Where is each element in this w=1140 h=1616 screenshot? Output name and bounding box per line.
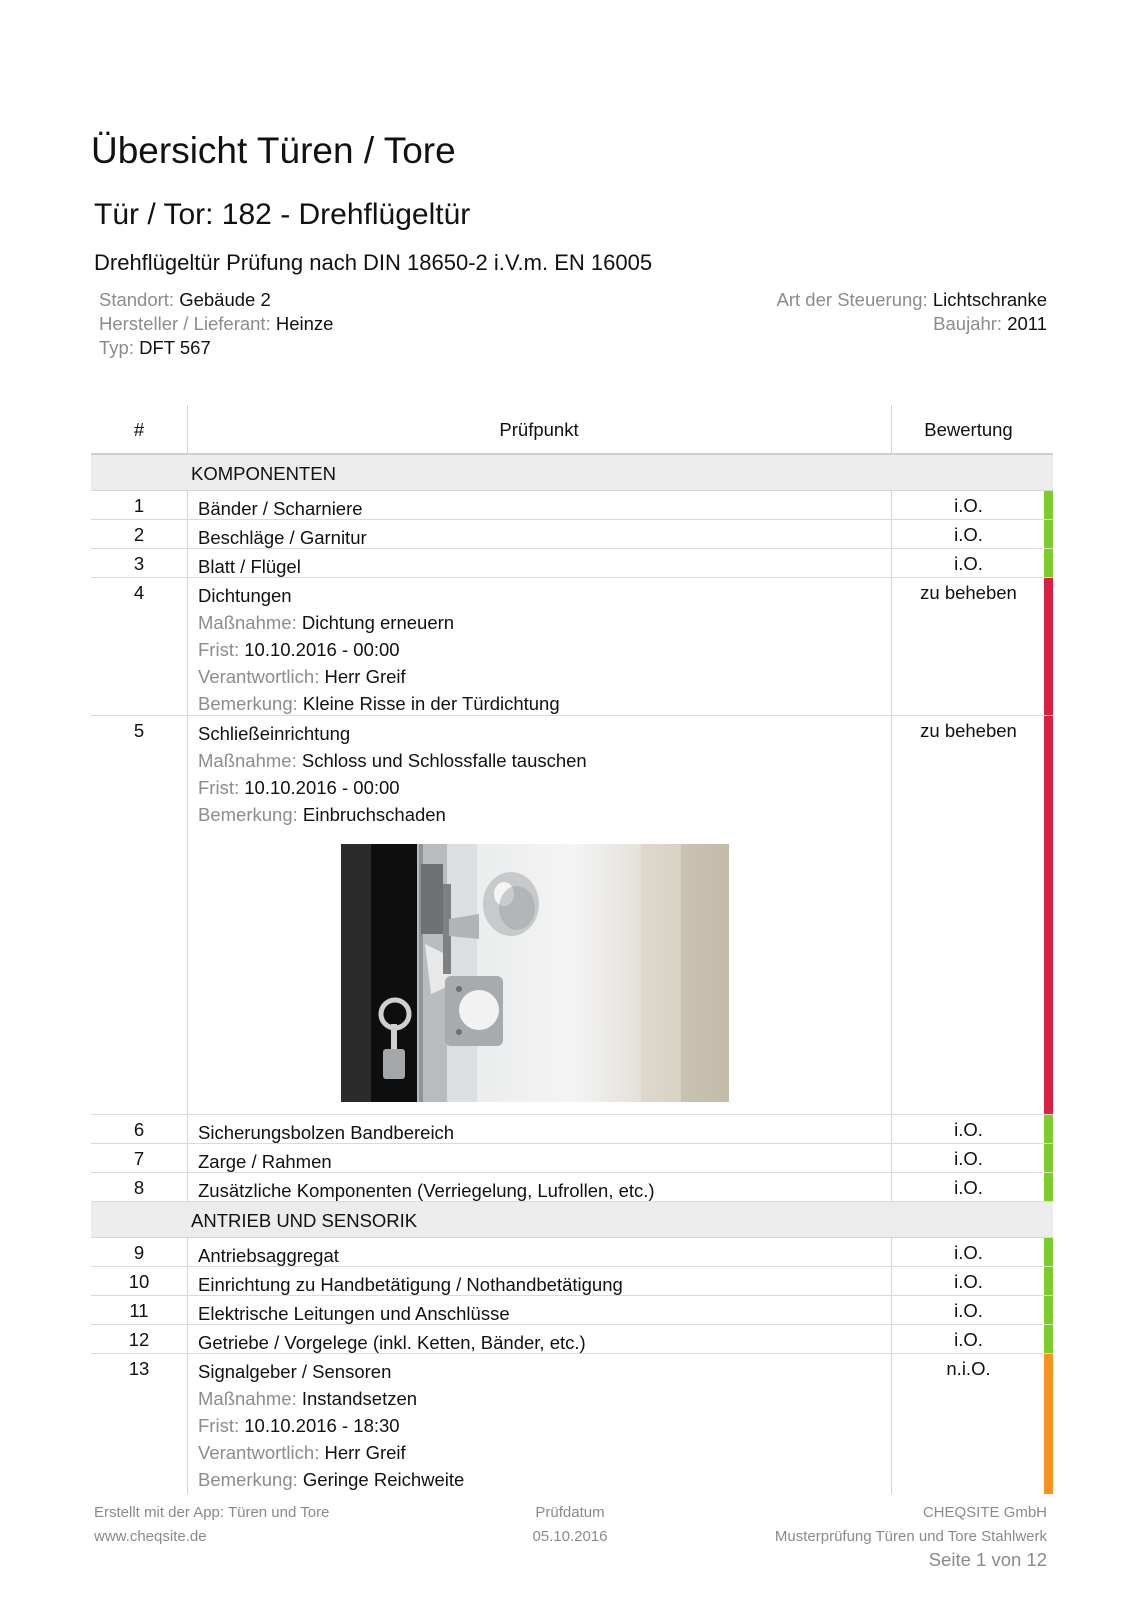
rating: i.O. [954, 1148, 983, 1169]
status-bar-ok [1044, 1238, 1053, 1266]
table-row: 8 Zusätzliche Komponenten (Verriegelung, Lufrollen, etc.) i.O. [91, 1173, 1053, 1202]
footer-url-link[interactable]: www.cheqsite.de [94, 1528, 207, 1545]
hersteller-value: Heinze [275, 313, 334, 334]
rating: i.O. [954, 1119, 983, 1140]
table-row: 11 Elektrische Leitungen und Anschlüsse i.O. [91, 1296, 1053, 1325]
footer-center: Prüfdatum 05.10.2016 [532, 1504, 608, 1545]
footer-right: CHEQSITE GmbH Musterprüfung Türen und Tore Stahlwerk [774, 1504, 1047, 1545]
table-row: 10 Einrichtung zu Handbetätigung / Nothandbetätigung i.O. [91, 1267, 1053, 1296]
status-bar-ok [1044, 491, 1053, 519]
inspection-subtitle: Drehflügeltür Prüfung nach DIN 18650-2 i.V.m. EN 16005 [94, 250, 653, 275]
door-title: Tür / Tor: 182 - Drehflügeltür [94, 198, 471, 231]
table-header [91, 405, 1053, 455]
steuerung-line: Art der Steuerung: Lichtschranke [776, 289, 1047, 310]
section-antrieb-sensorik: ANTRIEB UND SENSORIK [91, 1202, 1053, 1238]
inspection-table [91, 405, 1053, 1494]
col-bewertung: Bewertung [924, 419, 1013, 440]
rating: i.O. [954, 1177, 983, 1198]
status-bar-ok [1044, 549, 1053, 577]
rating: i.O. [954, 1329, 983, 1350]
rating: zu beheben [920, 582, 1017, 603]
table-row: 3 Blatt / Flügel i.O. [91, 549, 1053, 578]
rating: i.O. [954, 1242, 983, 1263]
baujahr-line: Baujahr: 2011 [933, 313, 1047, 334]
steuerung-value: Lichtschranke [932, 289, 1047, 310]
typ-value: DFT 567 [139, 337, 211, 358]
table-row: 7 Zarge / Rahmen i.O. [91, 1144, 1053, 1173]
rating: i.O. [954, 1300, 983, 1321]
baujahr-value: 2011 [1007, 313, 1047, 334]
standort-value: Gebäude 2 [179, 289, 271, 310]
table-row: 9 Antriebsaggregat i.O. [91, 1238, 1053, 1267]
footer-left: Erstellt mit der App: Türen und Tore www.cheqsite.de [94, 1501, 329, 1549]
col-number: # [133, 419, 145, 440]
damaged-lock-photo [341, 844, 729, 1102]
typ-line: Typ: DFT 567 [99, 337, 211, 358]
page-number: Seite 1 von 12 [928, 1549, 1047, 1570]
status-bar-ok [1044, 1144, 1053, 1172]
rating: zu beheben [920, 720, 1017, 741]
col-pruefpunkt: Prüfpunkt [499, 419, 579, 440]
table-row: 1 Bänder / Scharniere i.O. [91, 491, 1053, 520]
status-bar-ok [1044, 1267, 1053, 1295]
hersteller-line: Hersteller / Lieferant: Heinze [99, 313, 334, 334]
status-bar-ok [1044, 1173, 1053, 1201]
status-bar-nio [1044, 1354, 1053, 1494]
standort-line: Standort: Gebäude 2 [99, 289, 271, 310]
page-title: Übersicht Türen / Tore [91, 130, 456, 171]
status-bar-fix [1044, 716, 1053, 1114]
table-row: 13 Signalgeber / Sensoren Maßnahme: Instandsetzen Frist: 10.10.2016 - 18:30 Verantwortlich: Herr Greif Bemerkung: Geringe Reichweite n.i.O. [91, 1354, 1053, 1494]
rating: i.O. [954, 495, 983, 516]
status-bar-ok [1044, 520, 1053, 548]
rating: i.O. [954, 1271, 983, 1292]
table-row: 5 Schließeinrichtung Maßnahme: Schloss und Schlossfalle tauschen Frist: 10.10.2016 - 00:00 Bemerkung: Einbruchschaden zu beheben [91, 716, 1053, 1115]
status-bar-ok [1044, 1296, 1053, 1324]
status-bar-ok [1044, 1325, 1053, 1353]
status-bar-fix [1044, 578, 1053, 715]
door-meta-left [99, 288, 333, 360]
section-komponenten: KOMPONENTEN [91, 455, 1053, 491]
door-meta-right [777, 288, 1047, 336]
table-row: 12 Getriebe / Vorgelege (inkl. Ketten, Bänder, etc.) i.O. [91, 1325, 1053, 1354]
rating: n.i.O. [946, 1358, 991, 1379]
table-row: 2 Beschläge / Garnitur i.O. [91, 520, 1053, 549]
table-row: 4 Dichtungen Maßnahme: Dichtung erneuern Frist: 10.10.2016 - 00:00 Verantwortlich: Herr Greif Bemerkung: Kleine Risse in der Türdichtung zu beheben [91, 578, 1053, 716]
table-row: 6 Sicherungsbolzen Bandbereich i.O. [91, 1115, 1053, 1144]
rating: i.O. [954, 524, 983, 545]
rating: i.O. [954, 553, 983, 574]
status-bar-ok [1044, 1115, 1053, 1143]
